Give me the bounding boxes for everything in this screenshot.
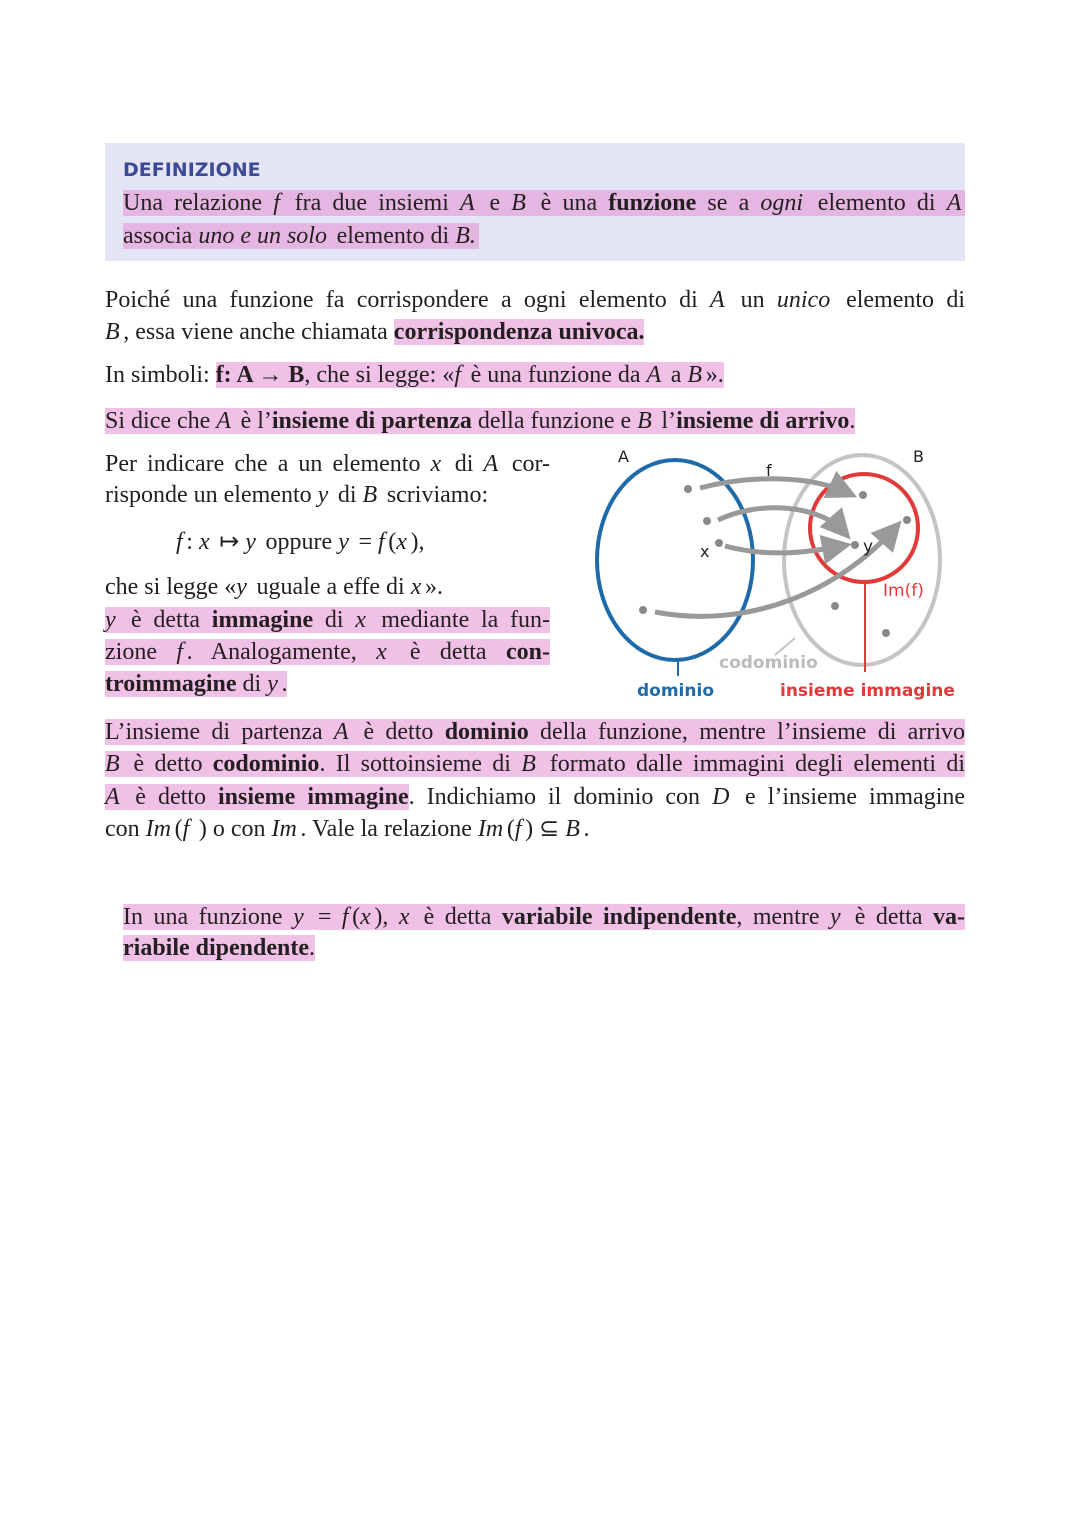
- bold-term: insieme immagine: [217, 784, 409, 810]
- text-segment: elemento di: [330, 223, 456, 249]
- codominio-label: codominio: [719, 653, 818, 673]
- math-symbol: A: [460, 190, 478, 216]
- math-symbol: y: [317, 482, 329, 508]
- text-segment: . Indichiamo il dominio con: [408, 784, 713, 810]
- math-symbol: x: [410, 574, 422, 600]
- text-segment: che si legge «: [105, 574, 237, 600]
- text-segment: è l’: [234, 408, 272, 434]
- text-segment: della funzione, mentre l’insieme di arrivo: [528, 719, 965, 745]
- math-symbol: y: [236, 574, 247, 600]
- text-line: [105, 572, 443, 602]
- text-segment: è detta: [413, 904, 502, 930]
- text-segment: Per indicare che a un elemento: [105, 451, 431, 477]
- text-segment: formato dalle immagini degli elementi di: [539, 751, 966, 777]
- text-segment: l’: [655, 408, 677, 434]
- bold-term: immagine: [211, 607, 314, 633]
- bold-term: insieme di arrivo: [676, 408, 850, 434]
- text-segment: elemento di: [833, 287, 965, 313]
- insieme-immagine-label: insieme immagine: [780, 681, 955, 701]
- math-symbol: A: [216, 408, 234, 434]
- math-symbol: y: [267, 671, 281, 697]
- text-segment: In una funzione: [123, 904, 294, 930]
- text-segment: ».: [705, 362, 724, 388]
- math-symbol: x: [355, 607, 369, 633]
- bold-term: dominio: [444, 719, 529, 745]
- text-segment: è una funzione da: [464, 362, 647, 388]
- text-segment: , mentre: [736, 904, 830, 930]
- text-segment: cor-: [501, 451, 551, 477]
- text-segment: di: [313, 607, 356, 633]
- math-symbol: x: [396, 529, 407, 555]
- text-line: [105, 814, 589, 844]
- math-symbol: B: [565, 816, 580, 842]
- math-symbol: B: [511, 190, 529, 216]
- math-symbol: f: [342, 904, 352, 930]
- text-line: [105, 285, 965, 315]
- text-line: [123, 221, 479, 251]
- text-line: [105, 717, 965, 747]
- text-segment: ) ⊆: [525, 816, 566, 842]
- text-segment: .: [309, 935, 316, 961]
- math-symbol: A: [334, 719, 352, 745]
- text-segment: .: [849, 408, 856, 434]
- math-symbol: B: [687, 362, 705, 388]
- math-symbol: y: [105, 607, 119, 633]
- text-line: [105, 782, 965, 812]
- text-segment: (: [174, 816, 183, 842]
- im-f-label: Im(f): [883, 581, 924, 601]
- math-symbol: A: [647, 362, 665, 388]
- text-segment: .: [281, 671, 288, 697]
- text-line: [105, 749, 965, 779]
- text-segment: e l’insieme immagine: [733, 784, 966, 810]
- mapping-arrows: [655, 479, 895, 617]
- text-segment: è detta: [390, 639, 506, 665]
- text-segment: In simboli:: [105, 362, 216, 388]
- text-segment: di: [444, 451, 484, 477]
- math-symbol: f: [378, 529, 385, 555]
- text-segment: , che si legge: «: [304, 362, 455, 388]
- text-segment: fra due insiemi: [283, 190, 461, 216]
- bold-term: con-: [506, 639, 550, 665]
- text-segment: =: [352, 529, 378, 555]
- math-symbol: B: [105, 751, 123, 777]
- math-symbol: B: [105, 319, 120, 345]
- definition-title: DEFINIZIONE: [123, 159, 261, 181]
- bold-term: troimmagine: [105, 671, 237, 697]
- text-segment: Poiché una funzione fa corrispondere a ogni elemento di: [105, 287, 711, 313]
- text-segment: è detto: [123, 751, 213, 777]
- bold-term: corrispondenza univoca.: [393, 319, 645, 345]
- math-symbol: x: [360, 904, 374, 930]
- text-line: [105, 317, 644, 347]
- text-segment: scriviamo:: [380, 482, 489, 508]
- text-segment: ».: [424, 574, 443, 600]
- bold-term: f: A → B: [215, 362, 305, 388]
- math-symbol: D: [712, 784, 730, 810]
- text-line: [105, 637, 550, 667]
- text-segment: è detto: [123, 784, 218, 810]
- text-line: [105, 480, 488, 510]
- text-line: [105, 605, 550, 635]
- text-segment: . Vale la relazione: [300, 816, 478, 842]
- set-b-label: B: [913, 447, 924, 466]
- math-symbol: B: [362, 482, 378, 508]
- math-symbol: A: [483, 451, 499, 477]
- text-segment: elemento di: [806, 190, 947, 216]
- text-line: [176, 527, 425, 557]
- text-segment: uguale a effe di: [250, 574, 411, 600]
- text-segment: zione: [105, 639, 177, 665]
- math-symbol: ogni: [760, 190, 806, 216]
- text-segment: risponde un elemento: [105, 482, 318, 508]
- text-segment: .: [583, 816, 590, 842]
- text-segment: è detta: [844, 904, 933, 930]
- text-line: [105, 669, 287, 699]
- text-segment: di: [331, 482, 363, 508]
- text-segment: è detto: [352, 719, 445, 745]
- bold-term: va-: [933, 904, 965, 930]
- text-segment: . Il sottoinsieme di: [319, 751, 522, 777]
- text-line: [105, 360, 724, 390]
- text-segment: (: [388, 529, 397, 555]
- text-segment: Si dice che: [105, 408, 217, 434]
- text-segment: =: [307, 904, 342, 930]
- math-symbol: x: [376, 639, 390, 665]
- math-symbol: y: [338, 529, 349, 555]
- text-segment: è detta: [119, 607, 212, 633]
- text-line: [123, 188, 965, 218]
- dominio-label: dominio: [637, 681, 714, 701]
- math-symbol: f: [176, 639, 186, 665]
- set-a-label: A: [618, 447, 629, 466]
- math-symbol: f: [176, 529, 183, 555]
- math-symbol: f: [454, 362, 464, 388]
- bold-term: insieme di partenza: [271, 408, 472, 434]
- bold-term: variabile indipendente: [501, 904, 737, 930]
- math-symbol: y: [293, 904, 307, 930]
- math-symbol: A: [105, 784, 123, 810]
- text-segment: a: [664, 362, 688, 388]
- text-segment: mediante la fun-: [369, 607, 551, 633]
- text-segment: con: [105, 816, 146, 842]
- math-symbol: B: [521, 751, 539, 777]
- element-x-label: x: [700, 542, 710, 561]
- text-segment: L’insieme di partenza: [105, 719, 334, 745]
- math-symbol: B: [637, 408, 655, 434]
- element-y-label: y: [863, 537, 874, 557]
- text-segment: se a: [696, 190, 761, 216]
- text-segment: Una relazione: [123, 190, 274, 216]
- text-segment: ),: [410, 529, 425, 555]
- text-segment: :: [186, 529, 199, 555]
- math-symbol: y: [245, 529, 256, 555]
- text-line: [105, 449, 550, 479]
- text-segment: ),: [374, 904, 399, 930]
- math-symbol: uno e un solo: [198, 223, 330, 249]
- math-symbol: f: [514, 816, 522, 842]
- text-segment: (: [506, 816, 515, 842]
- text-line: [105, 406, 855, 436]
- text-segment: di: [236, 671, 268, 697]
- math-symbol: B.: [455, 223, 479, 249]
- bold-term: riabile dipendente: [123, 935, 310, 961]
- text-segment: e: [478, 190, 512, 216]
- math-symbol: A: [947, 190, 965, 216]
- text-segment: della funzione e: [471, 408, 638, 434]
- math-symbol: y: [830, 904, 844, 930]
- image-set: [810, 474, 918, 582]
- text-segment: ↦: [213, 529, 246, 555]
- text-line: [123, 933, 315, 963]
- function-f-label: f: [766, 461, 772, 480]
- text-segment: un: [728, 287, 777, 313]
- math-symbol: Im: [145, 816, 171, 842]
- text-segment: associa: [123, 223, 199, 249]
- text-segment: . Analogamente,: [186, 639, 377, 665]
- text-segment: oppure: [259, 529, 339, 555]
- math-symbol: A: [710, 287, 725, 313]
- text-segment: è una: [529, 190, 609, 216]
- math-symbol: x: [430, 451, 442, 477]
- math-symbol: Im: [477, 816, 504, 842]
- math-symbol: x: [399, 904, 413, 930]
- function-diagram: [580, 440, 960, 710]
- math-symbol: f: [273, 190, 283, 216]
- text-segment: (: [352, 904, 361, 930]
- math-symbol: f: [182, 816, 190, 842]
- math-symbol: Im: [271, 816, 297, 842]
- math-symbol: x: [198, 529, 210, 555]
- text-line: [123, 902, 965, 932]
- text-segment: , essa viene anche chiamata: [123, 319, 394, 345]
- bold-term: codominio: [212, 751, 320, 777]
- text-segment: ) o con: [192, 816, 272, 842]
- domain-set: [597, 460, 753, 660]
- math-symbol: unico: [776, 287, 831, 313]
- bold-term: funzione: [608, 190, 697, 216]
